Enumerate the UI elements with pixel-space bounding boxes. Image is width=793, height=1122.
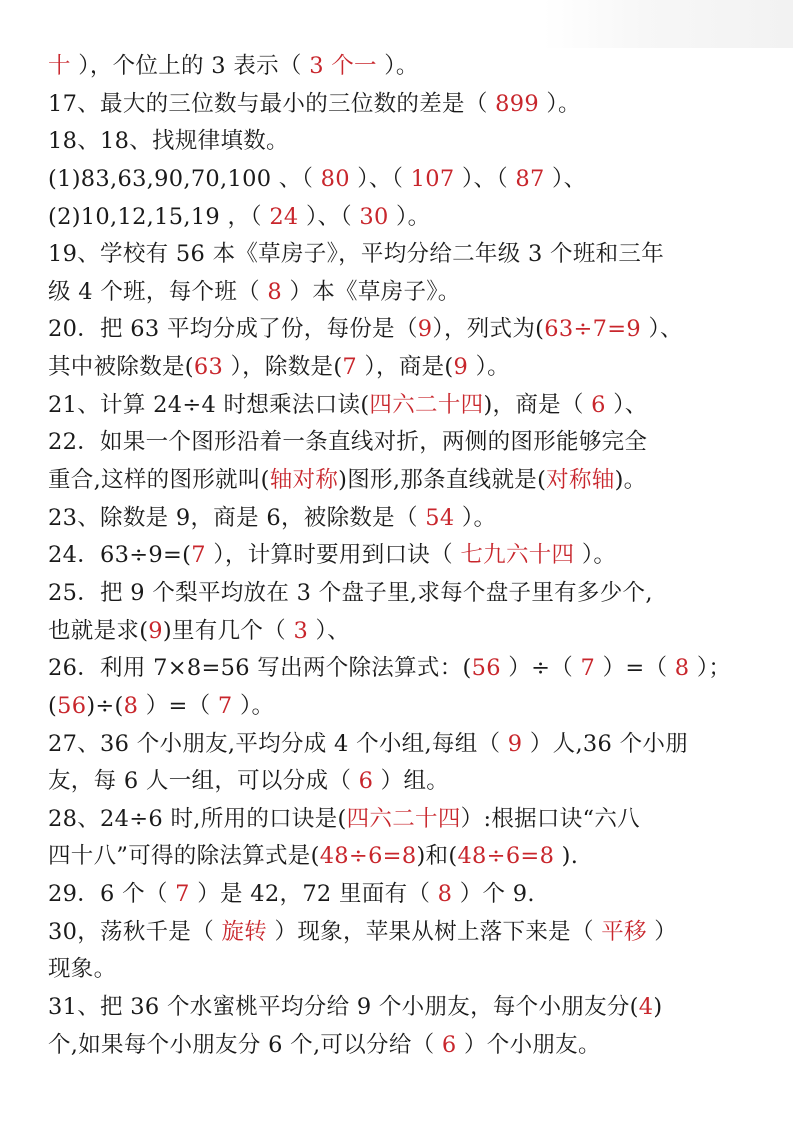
question-text: ），计算时要用到口诀（ <box>205 542 461 569</box>
question-text: 23、除数是 9，商是 6，被除数是（ <box>48 504 426 531</box>
answer-text: 63 <box>193 354 224 381</box>
question-text: ）个 9. <box>452 881 535 908</box>
question-text: ）、 <box>544 165 587 192</box>
question-text: )里有几个（ <box>162 617 294 644</box>
question-text: ）组。 <box>373 768 450 795</box>
question-text: 20．把 63 平均分成了份，每份是（ <box>48 316 418 343</box>
question-text: ）。 <box>388 203 431 230</box>
question-text: ）。 <box>376 53 419 79</box>
answer-text: 6 <box>591 391 606 418</box>
answer-text: 8 <box>123 692 139 719</box>
question-text: ）、 <box>641 316 683 343</box>
question-text: 25．把 9 个梨平均放在 3 个盘子里,求每个盘子里有多少个, <box>48 579 653 606</box>
answer-text: 7 <box>342 354 358 381</box>
text-line <box>48 688 783 726</box>
question-text: 21、计算 24÷4 时想乘法口读( <box>48 391 370 418</box>
question-text: ). <box>554 843 579 870</box>
answer-text: 7 <box>217 692 233 719</box>
question-text: ）=（ <box>595 655 675 682</box>
text-line <box>48 650 783 688</box>
answer-text: 63÷7=9 <box>544 316 642 343</box>
question-text: ）； <box>689 655 732 682</box>
text-line <box>48 274 783 312</box>
question-text: ）、 <box>605 391 648 418</box>
question-text: 其中被除数是( <box>48 354 194 381</box>
question-text: (1)83,63,90,70,100 、（ <box>48 165 321 192</box>
question-text: ）、（ <box>349 165 411 192</box>
answer-text: 9 <box>148 617 163 644</box>
question-text: ）=（ <box>138 692 218 719</box>
answer-text: 56 <box>471 655 501 682</box>
answer-text: 七九六十四 <box>460 542 575 569</box>
question-text: 26．利用 7×8=56 写出两个除法算式：( <box>48 655 472 682</box>
answer-text: 87 <box>515 165 545 192</box>
question-text: 现象。 <box>48 956 117 983</box>
question-text: ），除数是( <box>223 354 343 381</box>
question-text: )÷( <box>86 692 124 719</box>
answer-text: 24 <box>269 203 299 230</box>
text-line <box>48 726 783 764</box>
answer-text: 7 <box>175 881 190 908</box>
question-text: 四十八”可得的除法算式是( <box>48 843 320 870</box>
answer-text: 平移 <box>601 918 647 945</box>
text-line <box>48 613 783 651</box>
text-line <box>48 989 783 1027</box>
question-text: ( <box>48 692 58 719</box>
text-line <box>48 876 783 914</box>
text-line <box>48 500 783 538</box>
question-text: ），列式为( <box>432 316 545 343</box>
answer-text: 十 <box>48 53 71 79</box>
answer-text: 54 <box>425 504 455 531</box>
text-line <box>48 537 783 575</box>
answer-text: 旋转 <box>221 918 268 945</box>
answer-text: 3 个一 <box>309 53 377 79</box>
question-text: ）、 <box>308 617 350 644</box>
question-text: ）现象，苹果从树上落下来是（ <box>267 918 602 945</box>
question-text: ）。 <box>454 504 497 531</box>
question-text: )和( <box>416 843 458 870</box>
text-line <box>48 1027 783 1065</box>
answer-text: 48÷6=8 <box>319 843 417 870</box>
answer-text: 四六二十四 <box>369 391 484 418</box>
text-line <box>48 236 783 274</box>
question-text: 22．如果一个图形沿着一条直线对折，两侧的图形能够完全 <box>48 429 648 456</box>
question-text: 19、学校有 56 本《草房子》，平均分给二年级 3 个班和三年 <box>48 241 665 268</box>
answer-text: 80 <box>320 165 350 192</box>
answer-text: 对称轴 <box>546 467 615 494</box>
text-line <box>48 123 783 161</box>
answer-text: 6 <box>441 1031 457 1058</box>
text-line <box>48 48 783 86</box>
question-text: ）人,36 个小朋 <box>522 730 689 757</box>
question-text: 24．63÷9=( <box>48 542 192 569</box>
question-text: )，商是（ <box>483 391 592 418</box>
question-text: ）个小朋友。 <box>456 1031 601 1058</box>
text-line <box>48 311 783 349</box>
answer-text: 4 <box>638 994 654 1021</box>
answer-text: 8 <box>267 278 282 305</box>
question-text: 30，荡秋千是（ <box>48 918 222 945</box>
text-line <box>48 199 783 237</box>
question-text: )图形,那条直线就是( <box>338 467 547 494</box>
question-text: ）、（ <box>298 203 360 230</box>
answer-text: 30 <box>359 203 389 230</box>
answer-text: 8 <box>674 655 690 682</box>
question-text: ） <box>646 918 678 945</box>
text-line <box>48 161 783 199</box>
question-text: 级 4 个班，每个班（ <box>48 278 268 305</box>
answer-text: 9 <box>417 316 433 343</box>
answer-text: 56 <box>57 692 87 719</box>
question-text: ）本《草房子》。 <box>282 278 461 305</box>
answer-text: 7 <box>580 655 596 682</box>
answer-text: 3 <box>293 617 309 644</box>
question-list <box>48 48 783 1064</box>
question-text: ），个位上的 3 表示（ <box>70 53 310 79</box>
question-text: 也就是求( <box>48 617 149 644</box>
text-line <box>48 763 783 801</box>
text-line <box>48 86 783 124</box>
text-line <box>48 424 783 462</box>
question-text: 28、24÷6 时,所用的口诀是( <box>48 805 347 832</box>
question-text: 27、36 个小朋友,平均分成 4 个小组,每组（ <box>48 730 508 757</box>
text-line <box>48 349 783 387</box>
question-text: 个,如果每个小朋友分 6 个,可以分给（ <box>48 1031 442 1058</box>
answer-text: 8 <box>437 881 453 908</box>
text-line <box>48 575 783 613</box>
question-text: 31、把 36 个水蜜桃平均分给 9 个小朋友，每个小朋友分( <box>48 994 639 1021</box>
question-text: ）。 <box>468 354 510 381</box>
answer-text: 107 <box>410 165 455 192</box>
page-corner-shading <box>543 0 793 48</box>
question-text: ）÷（ <box>500 655 581 682</box>
text-line <box>48 387 783 425</box>
answer-text: 7 <box>191 542 206 569</box>
question-text: 18、18、找规律填数。 <box>48 128 289 155</box>
question-text: 17、最大的三位数与最小的三位数的差是（ <box>48 90 496 117</box>
text-line <box>48 951 783 989</box>
question-text: ）。 <box>538 90 581 117</box>
question-text: ）:根据口诀“六八 <box>460 805 640 832</box>
question-text: ) <box>653 994 663 1021</box>
answer-text: 899 <box>495 90 539 117</box>
answer-text: 9 <box>453 354 469 381</box>
question-text: 重合,这样的图形就叫( <box>48 467 270 494</box>
text-line <box>48 838 783 876</box>
question-text: 友，每 6 人一组，可以分成（ <box>48 768 359 795</box>
text-line <box>48 462 783 500</box>
question-text: ）是 42，72 里面有（ <box>189 881 438 908</box>
answer-text: 轴对称 <box>269 467 339 494</box>
answer-text: 6 <box>358 768 374 795</box>
question-text: ）。 <box>232 692 275 719</box>
question-text: ）。 <box>574 542 617 569</box>
question-text: )。 <box>614 467 647 494</box>
answer-text: 四六二十四 <box>346 805 461 832</box>
text-line <box>48 914 783 952</box>
question-text: (2)10,12,15,19 ，（ <box>48 203 270 230</box>
answer-text: 9 <box>507 730 523 757</box>
text-line <box>48 801 783 839</box>
question-text: 29．6 个（ <box>48 881 176 908</box>
answer-text: 48÷6=8 <box>457 843 555 870</box>
question-text: ）、（ <box>454 165 516 192</box>
question-text: ），商是( <box>357 354 454 381</box>
